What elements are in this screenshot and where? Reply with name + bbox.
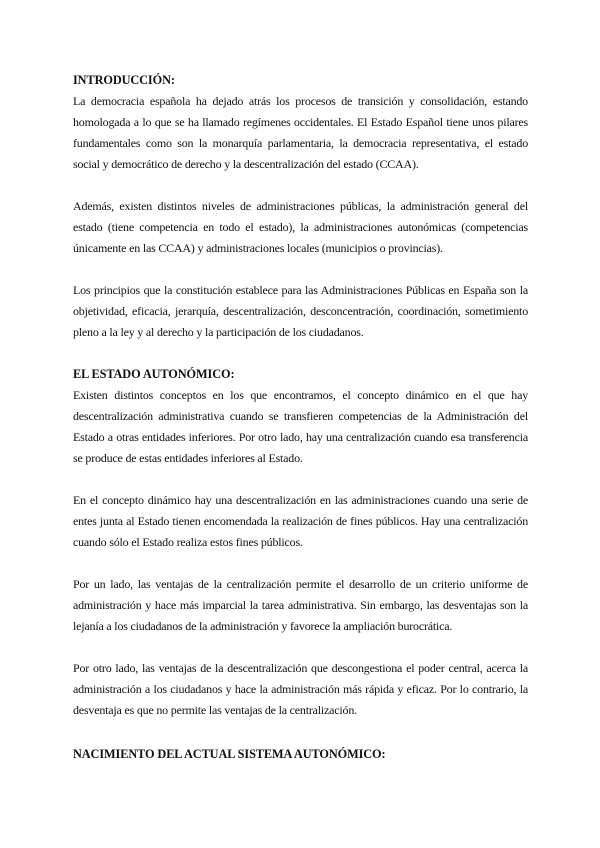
section-heading-estado-autonomico: EL ESTADO AUTONÓMICO: (73, 367, 235, 381)
paragraph: Además, existen distintos niveles de administraciones públicas, la administración general del estado (tiene competencia en todo el estado), la administraciones autonómicas (competencias únicamente en las CCAA) y administraciones locales (municipios o provincias). (73, 199, 528, 255)
paragraph: Existen distintos conceptos en los que encontramos, el concepto dinámico en el que hay descentralización administrativa cuando se transfieren competencias de la Administración del Estado a otras entidades inferiores. Por otro lado, hay una centralización cuando esa transferencia se produce de estas entidades inferiores al Estado. (73, 388, 528, 465)
paragraph: Por otro lado, las ventajas de la descentralización que descongestiona el poder central, acerca la administración a los ciudadanos y hace la administración más rápida y eficaz. Por lo contrario, la desventaja es que no permite las ventajas de la centralización. (73, 661, 528, 717)
document-page (73, 70, 528, 765)
paragraph: La democracia española ha dejado atrás los procesos de transición y consolidación, estando homologada a lo que se ha llamado regímenes occidentales. El Estado Español tiene unos pilares fundamentales como son la monarquía parlamentaria, la democracia representativa, el estado social y democrático de derecho y la descentralización del estado (CCAA). (73, 94, 528, 171)
paragraph: En el concepto dinámico hay una descentralización en las administraciones cuando una serie de entes junta al Estado tienen encomendada la realización de fines públicos. Hay una centralización cuando sólo el Estado realiza estos fines públicos. (73, 493, 528, 549)
section-heading-nacimiento: NACIMIENTO DEL ACTUAL SISTEMA AUTONÓMICO: (73, 747, 386, 761)
paragraph: Por un lado, las ventajas de la centralización permite el desarrollo de un criterio uniforme de administración y hace más imparcial la tarea administrativa. Sin embargo, las desventajas son la lejanía a los ciudadanos de la administración y favorece la ampliación burocrática. (73, 577, 528, 633)
section-heading-introduccion: INTRODUCCIÓN: (73, 73, 175, 87)
paragraph: Los principios que la constitución establece para las Administraciones Públicas en España son la objetividad, eficacia, jerarquía, descentralización, desconcentración, coordinación, sometimiento pleno a la ley y al derecho y la participación de los ciudadanos. (73, 283, 528, 339)
